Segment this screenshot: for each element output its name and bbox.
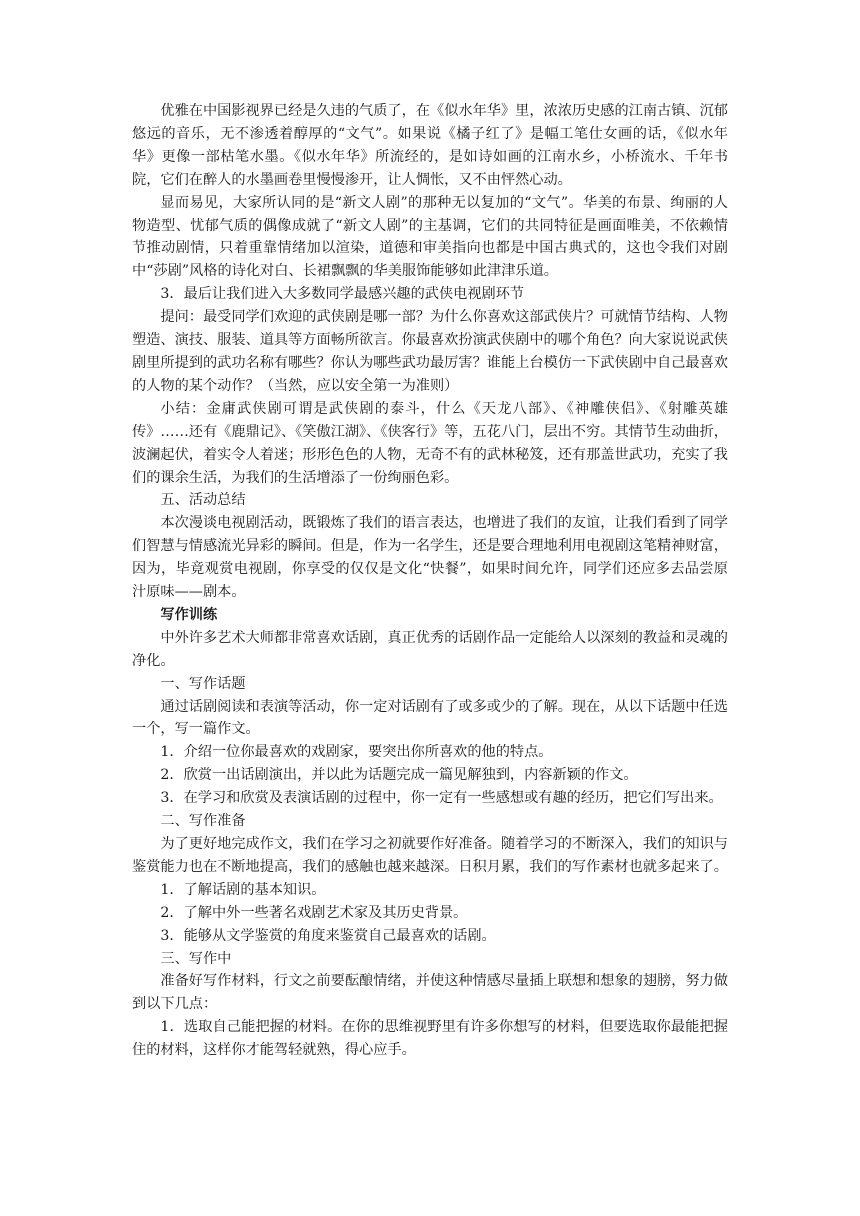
paragraph-questions: 提问：最受同学们欢迎的武侠剧是哪一部？为什么你喜欢这部武侠片？可就情节结构、人物塑造、演技、服装、道具等方面畅所欲言。你最喜欢扮演武侠剧中的哪个角色？向大家说说武侠剧里所提到的武功名称有哪些？你认为哪些武功最厉害？谁能上台模仿一下武侠剧中自己最喜欢的人物的某个动作？（当然，应以安全第一为准则） — [132, 309, 728, 394]
section-heading-writing-training: 写作训练 — [160, 606, 218, 623]
paragraph-writing-preparation: 为了更好地完成作文，我们在学习之初就要作好准备。随着学习的不断深入，我们的知识与鉴赏能力也在不断地提高，我们的感触也越来越深。日积月累，我们的写作素材也就多起来了。 — [132, 836, 728, 875]
paragraph-elegance-intro: 优雅在中国影视界已经是久违的气质了，在《似水年华》里，浓浓历史感的江南古镇、沉郁悠远的音乐，无不渗透着醇厚的“文气”。如果说《橘子红了》是幅工笔仕女画的话，《似水年华》更像一部枯笔水墨。《似水年华》所流经的，是如诗如画的江南水乡，小桥流水、千年书院，它们在醉人的水墨画卷里慢慢渗开，让人惆怅，又不由怦然心动。 — [132, 103, 728, 188]
list-item-preparation-2: 2．了解中外一些著名戏剧艺术家及其历史背景。 — [160, 904, 468, 921]
list-item-preparation-1: 1．了解话剧的基本知识。 — [160, 881, 326, 898]
paragraph-summary: 小结：金庸武侠剧可谓是武侠剧的泰斗，什么《天龙八部》、《神雕侠侣》、《射雕英雄传》……还有《鹿鼎记》、《笑傲江湖》、《侠客行》等，五花八门，层出不穷。其情节生动曲折，波澜起伏，着实令人着迷；形形色色的人物，无奇不有的武林秘笈，还有那盖世武功，充实了我们的课余生活，为我们的生活增添了一份绚丽色彩。 — [132, 400, 728, 486]
section-heading-writing-topic: 一、写作话题 — [160, 675, 246, 692]
section-heading-writing-preparation: 二、写作准备 — [160, 813, 246, 830]
paragraph-writing-topic: 通过话剧阅读和表演等活动，你一定对话剧有了或多或少的了解。现在，从以下话题中任选一个，写一篇作文。 — [132, 698, 728, 738]
section-heading-during-writing: 三、写作中 — [160, 950, 232, 967]
list-item-preparation-3: 3．能够从文学鉴赏的角度来鉴赏自己最喜欢的话剧。 — [160, 927, 496, 944]
list-item-topic-2: 2．欣赏一出话剧演出，并以此为话题完成一篇见解独到，内容新颖的作文。 — [160, 767, 638, 784]
paragraph-writing-intro: 中外许多艺术大师都非常喜欢话剧，真正优秀的话剧作品一定能给人以深刻的教益和灵魂的净化。 — [132, 629, 728, 669]
paragraph-activity-summary: 本次漫谈电视剧活动，既锻炼了我们的语言表达，也增进了我们的友谊，让我们看到了同学们智慧与情感流光异彩的瞬间。但是，作为一名学生，还是要合理地利用电视剧这笔精神财富，因为，毕竟观赏电视剧，你享受的仅仅是文化“快餐”，如果时间允许，同学们还应多去品尝原汁原味——剧本。 — [132, 515, 728, 601]
paragraph-new-literati-drama: 显而易见，大家所认同的是“新文人剧”的那种无以复加的“文气”。华美的布景、绚丽的人物造型、忧郁气质的偶像成就了“新文人剧”的主基调，它们的共同特征是画面唯美，不依赖情节推动剧情，只着重靠情绪加以渲染，道德和审美指向也都是中国古典式的，这也令我们对剧中“莎剧”风格的诗化对白、长裙飘飘的华美服饰能够如此津津乐道。 — [132, 194, 728, 280]
paragraph-step-3-heading: 3．最后让我们进入大多数同学最感兴趣的武侠电视剧环节 — [160, 286, 525, 303]
list-item-topic-1: 1．介绍一位你最喜欢的戏剧家，要突出你所喜欢的他的特点。 — [160, 744, 553, 761]
list-item-writing-1: 1．选取自己能把握的材料。在你的思维视野里有许多你想写的材料，但要选取你最能把握住的材料，这样你才能驾轻就熟，得心应手。 — [132, 1019, 728, 1059]
list-item-topic-3: 3．在学习和欣赏及表演话剧的过程中，你一定有一些感想或有趣的经历，把它们写出来。 — [160, 790, 723, 807]
document-page — [132, 100, 728, 1062]
section-heading-activity-summary: 五、活动总结 — [160, 492, 246, 509]
paragraph-during-writing: 准备好写作材料，行文之前要酝酿情绪，并使这种情感尽量插上联想和想象的翅膀，努力做到以下几点： — [132, 973, 728, 1013]
